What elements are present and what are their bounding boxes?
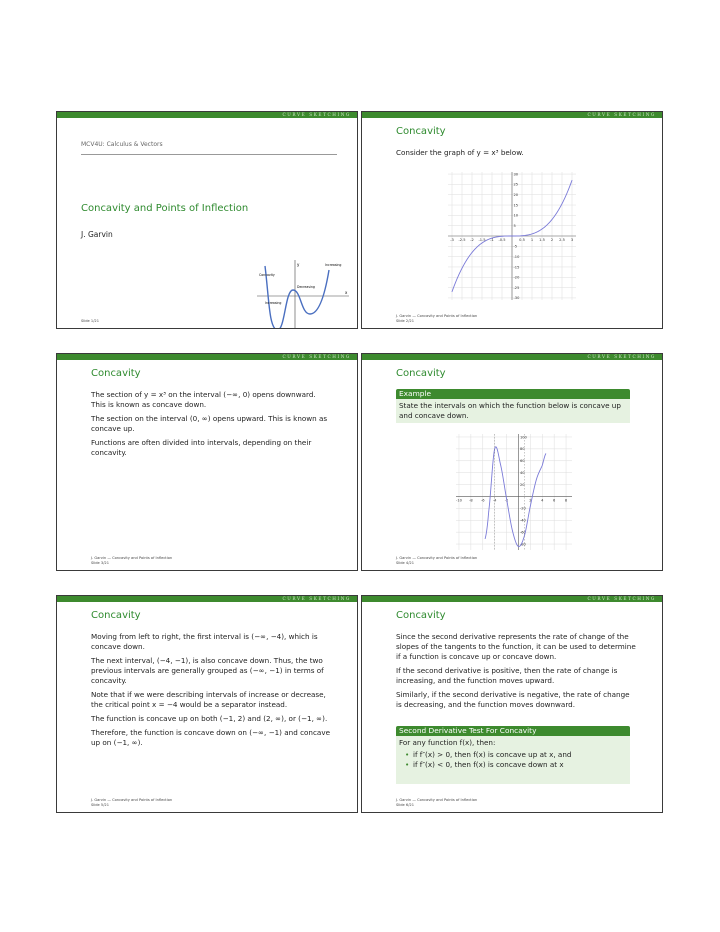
y-tick-label: 10 — [513, 213, 519, 218]
diagram-y-label: y — [297, 262, 300, 267]
bullet-item: • if f″(x) > 0, then f(x) is concave up at x, and — [413, 750, 627, 760]
slide-number: Slide 2/21 — [396, 319, 414, 323]
divider — [81, 154, 337, 155]
x-tick-label: -4 — [492, 498, 497, 503]
slide-header-bar: CURVE SKETCHING — [57, 354, 357, 360]
slide-title: Concavity — [91, 368, 141, 379]
slide-number: Slide 6/21 — [396, 803, 414, 807]
theorem-block-title: Second Derivative Test For Concavity — [396, 726, 630, 736]
slide-5 — [56, 595, 358, 813]
slide-footer — [91, 556, 172, 566]
label-decreasing: Decreasing — [297, 285, 315, 289]
data-point — [500, 465, 501, 466]
concavity-diagram: y x Concavity Increasing Decreasing Increasing Turning points — [259, 262, 348, 337]
paragraph: Therefore, the function is concave down on (−∞, −1) and concave up on (−1, ∞). — [91, 728, 331, 747]
paragraph: The next interval, (−4, −1), is also concave down. Thus, the two previous intervals are generally grouped as (−∞, −1) in terms of concavity. — [91, 656, 324, 685]
x-tick-label: 4 — [541, 498, 544, 503]
x-tick-label: 3 — [570, 238, 574, 242]
example-chart — [454, 432, 574, 552]
y-tick-label: -30 — [513, 296, 520, 301]
paragraph: Note that if we were describing intervals of increase or decrease, the critical point x = −4 would be a separator instead. — [91, 690, 326, 709]
paragraph: Moving from left to right, the first interval is (−∞, −4), which is concave down. — [91, 632, 318, 651]
y-tick-label: 80 — [519, 447, 525, 452]
x-tick-label: -8 — [469, 498, 473, 503]
data-point — [482, 243, 483, 244]
bullet-item: • if f″(x) < 0, then f(x) is concave down at x — [413, 760, 627, 770]
data-point — [536, 479, 537, 480]
footer-text: J. Garvin — Concavity and Points of Inflection — [91, 798, 173, 802]
data-point — [472, 252, 473, 253]
data-point — [542, 465, 543, 466]
slide-header-bar: CURVE SKETCHING — [362, 354, 662, 360]
footer-text: J. Garvin — Concavity and Points of Inflection — [396, 556, 478, 560]
paragraph: If the second derivative is positive, then the rate of change is increasing, and the function moves upward. — [396, 666, 618, 685]
slide-footer — [91, 798, 172, 808]
data-point — [572, 180, 573, 181]
slide-title: Concavity — [396, 368, 446, 379]
x-tick-label: -1.5 — [478, 238, 486, 242]
x-tick-label: 2 — [550, 238, 554, 242]
paragraph: Similarly, if the second derivative is negative, the rate of change is decreasing, and the function moves downward. — [396, 690, 630, 709]
slide-footer — [396, 314, 477, 324]
diagram-x-label: x — [345, 290, 348, 295]
footer-text: J. Garvin — Concavity and Points of Inflection — [396, 798, 478, 802]
data-point — [488, 511, 489, 512]
x-tick-label: -2 — [470, 238, 474, 242]
x-tick-label: 2 — [529, 498, 532, 503]
slide-footer — [396, 556, 477, 566]
theorem-bullets — [399, 750, 627, 770]
data-point — [522, 235, 523, 236]
slide-header-bar: CURVE SKETCHING — [362, 112, 662, 118]
theorem-block-body — [396, 736, 630, 784]
slide-title: Concavity — [396, 126, 446, 137]
data-point — [512, 236, 513, 237]
data-point — [532, 234, 533, 235]
slide-title: Concavity — [396, 610, 446, 621]
footer-text: J. Garvin — Concavity and Points of Inflection — [396, 314, 478, 318]
author: J. Garvin — [81, 230, 113, 239]
y-tick-label: -20 — [513, 275, 520, 280]
y-tick-label: 5 — [513, 223, 516, 228]
course-label: MCV4U: Calculus & Vectors — [81, 141, 163, 148]
theorem-intro: For any function f(x), then: — [399, 738, 496, 747]
slide-header-bar: CURVE SKETCHING — [57, 596, 357, 602]
y-tick-label: -60 — [519, 530, 526, 535]
slide-3 — [56, 353, 358, 571]
slide-number: Slide 1/21 — [81, 319, 99, 323]
x-tick-label: -0.5 — [498, 238, 506, 242]
data-point — [492, 238, 493, 239]
x-tick-label: 0.5 — [519, 238, 525, 242]
label-increasing-2: Increasing — [265, 301, 282, 305]
data-point — [530, 506, 531, 507]
data-point — [545, 453, 546, 454]
x-tick-label: 6 — [553, 498, 556, 503]
y-tick-label: -15 — [513, 265, 520, 270]
slide-body — [396, 632, 636, 714]
slide-text: Consider the graph of y = x³ below. — [396, 148, 524, 157]
slide-body — [91, 632, 331, 752]
x-tick-label: -2 — [504, 498, 509, 503]
x-tick-label: -6 — [480, 498, 485, 503]
y-tick-label: -80 — [519, 542, 526, 547]
y-tick-label: 100 — [519, 435, 527, 440]
data-point — [485, 538, 486, 539]
y-tick-label: 15 — [513, 203, 519, 208]
footer-text: J. Garvin — Concavity and Points of Inflection — [91, 556, 173, 560]
x-tick-label: 1 — [530, 238, 534, 242]
data-point — [542, 229, 543, 230]
y-tick-label: 20 — [519, 482, 525, 487]
slide-title: Concavity — [91, 610, 141, 621]
slide-number: Slide 3/21 — [91, 561, 109, 565]
x-tick-label: 8 — [564, 498, 568, 503]
data-point — [502, 236, 503, 237]
presentation-title: Concavity and Points of Inflection — [81, 203, 249, 214]
cubic-chart — [446, 170, 578, 302]
example-block-title: Example — [396, 389, 630, 399]
x-tick-label: -10 — [456, 498, 462, 503]
paragraph: The section of y = x³ on the interval (−∞, 0) opens downward. This is known as concave down. — [91, 390, 316, 409]
data-point — [506, 498, 507, 499]
x-tick-label: -1 — [490, 238, 494, 242]
example-block-body: State the intervals on which the function below is concave up and concave down. — [396, 399, 630, 423]
y-tick-label: -10 — [513, 254, 520, 259]
y-tick-label: -20 — [519, 506, 526, 511]
y-tick-label: 30 — [513, 172, 519, 177]
x-tick-label: -3 — [450, 238, 454, 242]
data-point — [552, 219, 553, 220]
y-tick-label: 20 — [513, 193, 519, 198]
x-tick-label: 2.5 — [559, 238, 565, 242]
slide-number: Slide 5/21 — [91, 803, 109, 807]
slide-header-bar: CURVE SKETCHING — [57, 112, 357, 118]
y-tick-label: -25 — [513, 285, 520, 290]
y-tick-label: 25 — [513, 182, 519, 187]
y-tick-label: 40 — [519, 470, 525, 475]
slide-6 — [361, 595, 663, 813]
y-tick-label: -5 — [513, 244, 518, 249]
data-point — [462, 268, 463, 269]
label-increasing: Increasing — [325, 263, 342, 267]
x-tick-label: 1.5 — [539, 238, 545, 242]
x-tick-label: -2.5 — [458, 238, 466, 242]
data-point — [524, 535, 525, 536]
data-point — [452, 291, 453, 292]
data-point — [512, 531, 513, 532]
slide-4 — [361, 353, 663, 571]
paragraph: The section on the interval (0, ∞) opens upward. This is known as concave up. — [91, 414, 328, 433]
label-concavity: Concavity — [259, 273, 275, 277]
y-tick-label: 60 — [519, 459, 525, 464]
slide-header-bar: CURVE SKETCHING — [362, 596, 662, 602]
slide-body — [91, 390, 331, 462]
y-tick-label: -40 — [519, 518, 526, 523]
slide-2 — [361, 111, 663, 329]
paragraph: Since the second derivative represents the rate of change of the slopes of the tangents to the function, it can be used to determine if a function is concave up or concave down. — [396, 632, 636, 661]
data-point — [562, 203, 563, 204]
slide-1 — [56, 111, 358, 337]
paragraph: Functions are often divided into intervals, depending on their concavity. — [91, 438, 312, 457]
slide-number: Slide 4/21 — [396, 561, 414, 565]
paragraph: The function is concave up on both (−1, 2) and (2, ∞), or (−1, ∞). — [91, 714, 328, 723]
data-point — [518, 546, 519, 547]
slide-footer — [396, 798, 477, 808]
